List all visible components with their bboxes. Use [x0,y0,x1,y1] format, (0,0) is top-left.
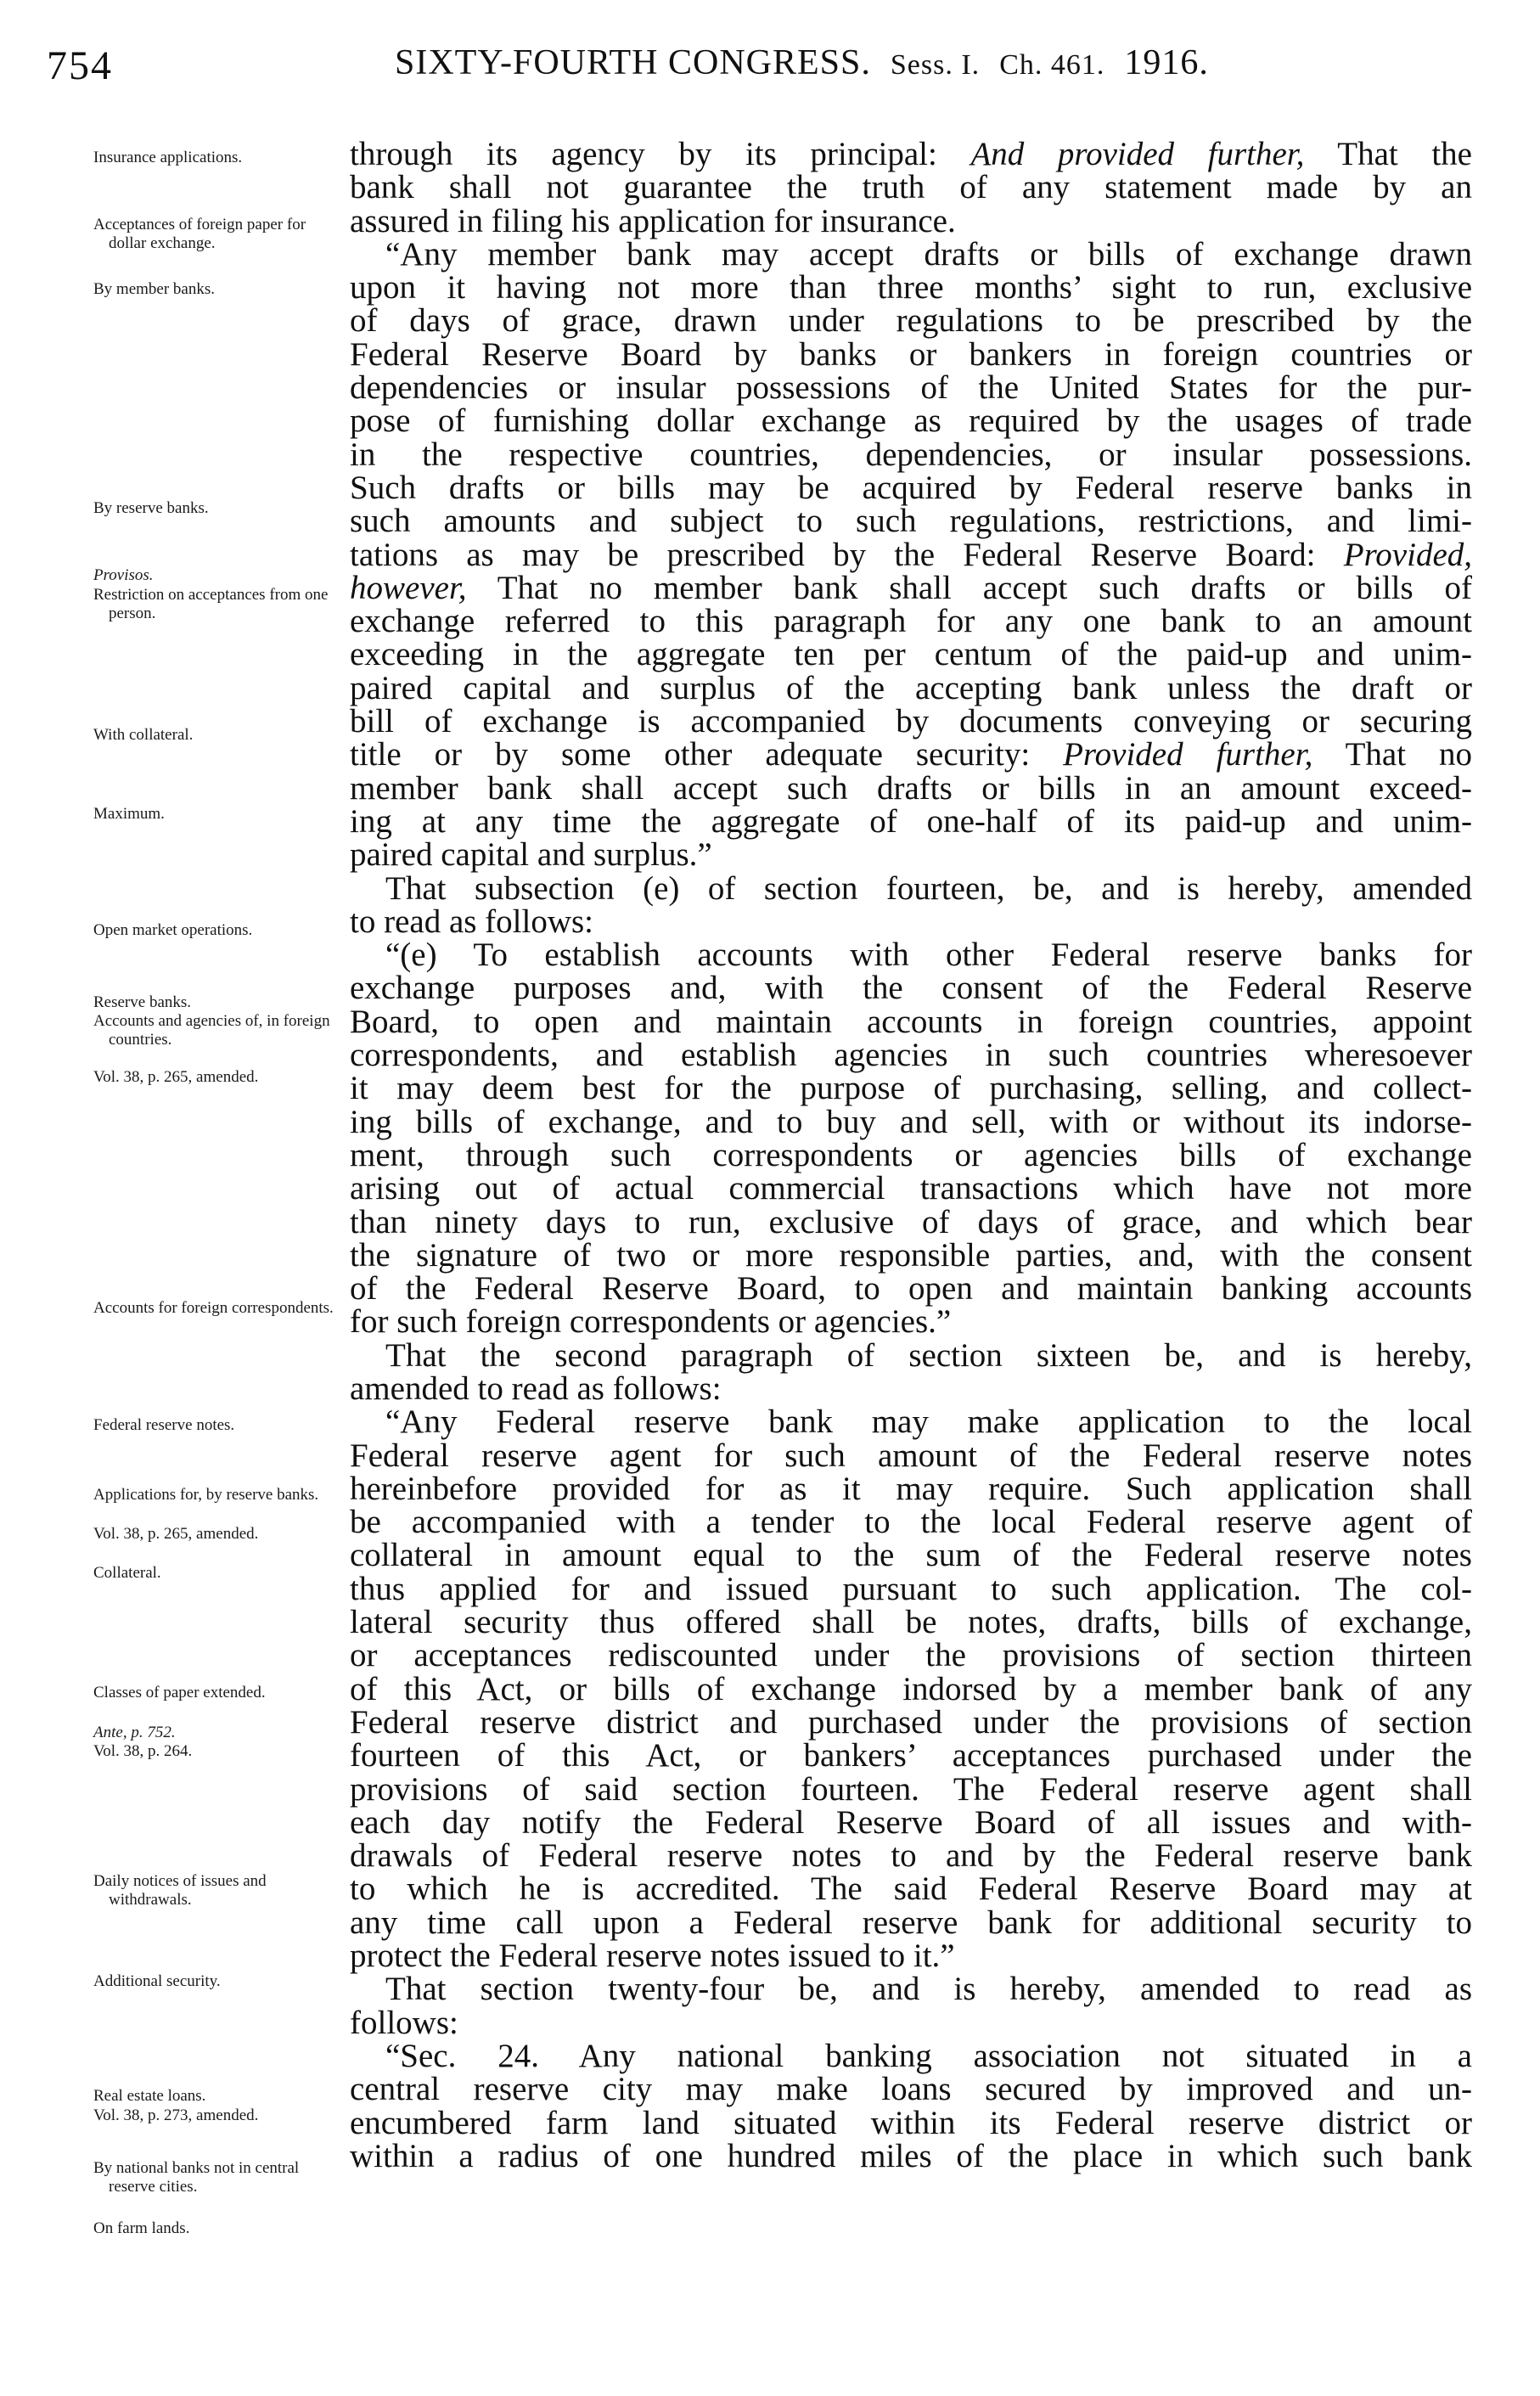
text-line: hereinbefore provided for as it may require. Such application shall [350,1470,1472,1507]
margin-note: Daily notices of issues and withdrawals. [93,1872,267,1909]
text-line: That subsection (e) of section fourteen, be, and is hereby, amended [385,869,1472,907]
margin-note: By member banks. [93,280,216,298]
session-label: Sess. I. [890,49,981,81]
margin-note: Acceptances of foreign paper for dollar exchange. [93,216,306,252]
margin-note: Applications for, by reserve banks. [93,1486,319,1504]
text-line: upon it having not more than three months’ sight to run, exclusive [350,269,1472,307]
text-line: “(e) To establish accounts with other Federal reserve banks for [385,936,1472,974]
text-line: through its agency by its principal: And provided further, That the [350,136,1472,172]
margin-note: With collateral. [93,726,194,744]
text-line: fourteen of this Act, or bankers’ acceptances purchased under the [350,1737,1472,1775]
text-line: within a radius of one hundred miles of the place in which such bank [350,2137,1472,2174]
margin-note: Accounts for foreign correspondents. [93,1299,334,1317]
text-line: of days of grace, drawn under regulations to be prescribed by the [350,302,1472,340]
text-line: of this Act, or bills of exchange indorsed by a member bank of any [350,1670,1472,1707]
margin-note: Real estate loans. [93,2087,206,2105]
text-line: protect the Federal reserve notes issued to it.” [350,1938,955,1975]
text-line: “Any Federal reserve bank may make application to the local [385,1403,1472,1441]
text-line: title or by some other adequate security: Provided further, That no [350,736,1473,773]
text-line: exceeding in the aggregate ten per centum of the paid-up and unim- [350,636,1472,673]
text-line: of the Federal Reserve Board, to open and maintain banking accounts [350,1270,1472,1308]
page-header [47,42,1473,102]
text-line: for such foreign correspondents or agencies.” [350,1303,952,1341]
text-line: bill of exchange is accompanied by documents conveying or securing [350,703,1472,740]
margin-note: By national banks not in central reserve cities. [93,2159,300,2196]
text-line: exchange referred to this paragraph for any one bank to an amount [350,603,1472,640]
text-line: Federal Reserve Board by banks or bankers in foreign countries or [350,335,1472,373]
text-line: any time call upon a Federal reserve bank for additional security to [350,1904,1472,1941]
margin-note: Provisos. [93,566,154,584]
text-line: bank shall not guarantee the truth of any statement made by an [350,169,1472,206]
text-line: lateral security thus offered shall be notes, drafts, bills of exchange, [350,1604,1472,1641]
text-line: That section twenty-four be, and is hereby, amended to read as [385,1971,1472,2008]
text-line: “Any member bank may accept drafts or bills of exchange drawn [385,235,1472,273]
text-line: exchange purposes and, with the consent of the Federal Reserve [350,970,1472,1007]
margin-note: Ante, p. 752. [93,1724,176,1741]
text-line: each day notify the Federal Reserve Board of all issues and with- [350,1803,1472,1841]
text-line: ing at any time the aggregate of one-half of its paid-up and unim- [350,802,1472,840]
text-line: “Sec. 24. Any national banking association not situated in a [385,2037,1472,2074]
year-label: 1916. [1124,43,1209,82]
text-line: Federal reserve district and purchased under the provisions of section [350,1703,1472,1741]
text-line: follows: [350,2004,458,2041]
text-line: provisions of said section fourteen. The Federal reserve agent shall [350,1770,1472,1808]
margin-note: Restriction on acceptances from one person. [93,586,329,622]
text-line: however, That no member bank shall accept such drafts or bills of [350,569,1473,606]
margin-note: Collateral. [93,1564,161,1582]
margin-note: Insurance applications. [93,149,243,166]
margin-note: Open market operations. [93,921,253,939]
margin-note: Maximum. [93,805,165,823]
text-line: paired capital and surplus.” [350,836,712,874]
text-line: to read as follows: [350,903,594,940]
congress-title: SIXTY-FOURTH CONGRESS. [395,43,871,82]
margin-note: Federal reserve notes. [93,1416,235,1434]
text-line: collateral in amount equal to the sum of the Federal reserve notes [350,1537,1472,1574]
text-line: correspondents, and establish agencies in such countries wheresoever [350,1037,1472,1074]
text-line: dependencies or insular possessions of the United States for the pur- [350,369,1472,407]
margin-note: Classes of paper extended. [93,1684,266,1701]
margin-note: Accounts and agencies of, in foreign countries. [93,1012,330,1049]
text-line: arising out of actual commercial transactions which have not more [350,1170,1472,1207]
margin-note: Additional security. [93,1972,221,1990]
text-line: ment, through such correspondents or agencies bills of exchange [350,1136,1472,1173]
text-line: That the second paragraph of section sixteen be, and is hereby, [385,1336,1472,1374]
text-line: amended to read as follows: [350,1370,722,1407]
margin-note: Vol. 38, p. 265, amended. [93,1068,259,1086]
text-line: it may deem best for the purpose of purchasing, selling, and collect- [350,1070,1472,1107]
text-line: to which he is accredited. The said Federal Reserve Board may at [350,1870,1472,1908]
margin-note: Vol. 38, p. 264. [93,1742,193,1760]
text-line: Board, to open and maintain accounts in foreign countries, appoint [350,1003,1472,1040]
margin-note: On farm lands. [93,2219,190,2237]
text-line: member bank shall accept such drafts or bills in an amount exceed- [350,769,1472,807]
margin-note: By reserve banks. [93,499,209,517]
text-line: tations as may be prescribed by the Federal Reserve Board: Provided, [350,536,1473,573]
text-line: be accompanied with a tender to the local Federal reserve agent of [350,1504,1472,1541]
page-number: 754 [47,43,113,88]
text-line: drawals of Federal reserve notes to and by the Federal reserve bank [350,1837,1472,1875]
text-line: assured in filing his application for insurance. [350,202,956,239]
text-line: pose of furnishing dollar exchange as required by the usages of trade [350,402,1472,440]
margin-note: Vol. 38, p. 265, amended. [93,1525,259,1543]
margin-note: Reserve banks. [93,993,192,1011]
chapter-label: Ch. 461. [999,49,1105,81]
text-line: ing bills of exchange, and to buy and sell, with or without its indorse- [350,1103,1472,1140]
text-line: Such drafts or bills may be acquired by Federal reserve banks in [350,469,1472,506]
statute-text [350,138,1472,2173]
text-line: or acceptances rediscounted under the provisions of section thirteen [350,1637,1472,1674]
running-title [395,42,1209,83]
text-line: in the respective countries, dependencies, or insular possessions. [350,436,1472,473]
text-line: paired capital and surplus of the accepting bank unless the draft or [350,669,1472,706]
text-line: than ninety days to run, exclusive of days of grace, and which bear [350,1203,1472,1240]
text-line: such amounts and subject to such regulations, restrictions, and limi- [350,503,1472,540]
text-line: encumbered farm land situated within its Federal reserve district or [350,2104,1472,2141]
text-line: central reserve city may make loans secured by improved and un- [350,2071,1472,2108]
text-line: the signature of two or more responsible parties, and, with the consent [350,1236,1472,1274]
text-line: thus applied for and issued pursuant to such application. The col- [350,1570,1472,1607]
text-line: Federal reserve agent for such amount of the Federal reserve notes [350,1437,1472,1474]
margin-note: Vol. 38, p. 273, amended. [93,2106,259,2124]
